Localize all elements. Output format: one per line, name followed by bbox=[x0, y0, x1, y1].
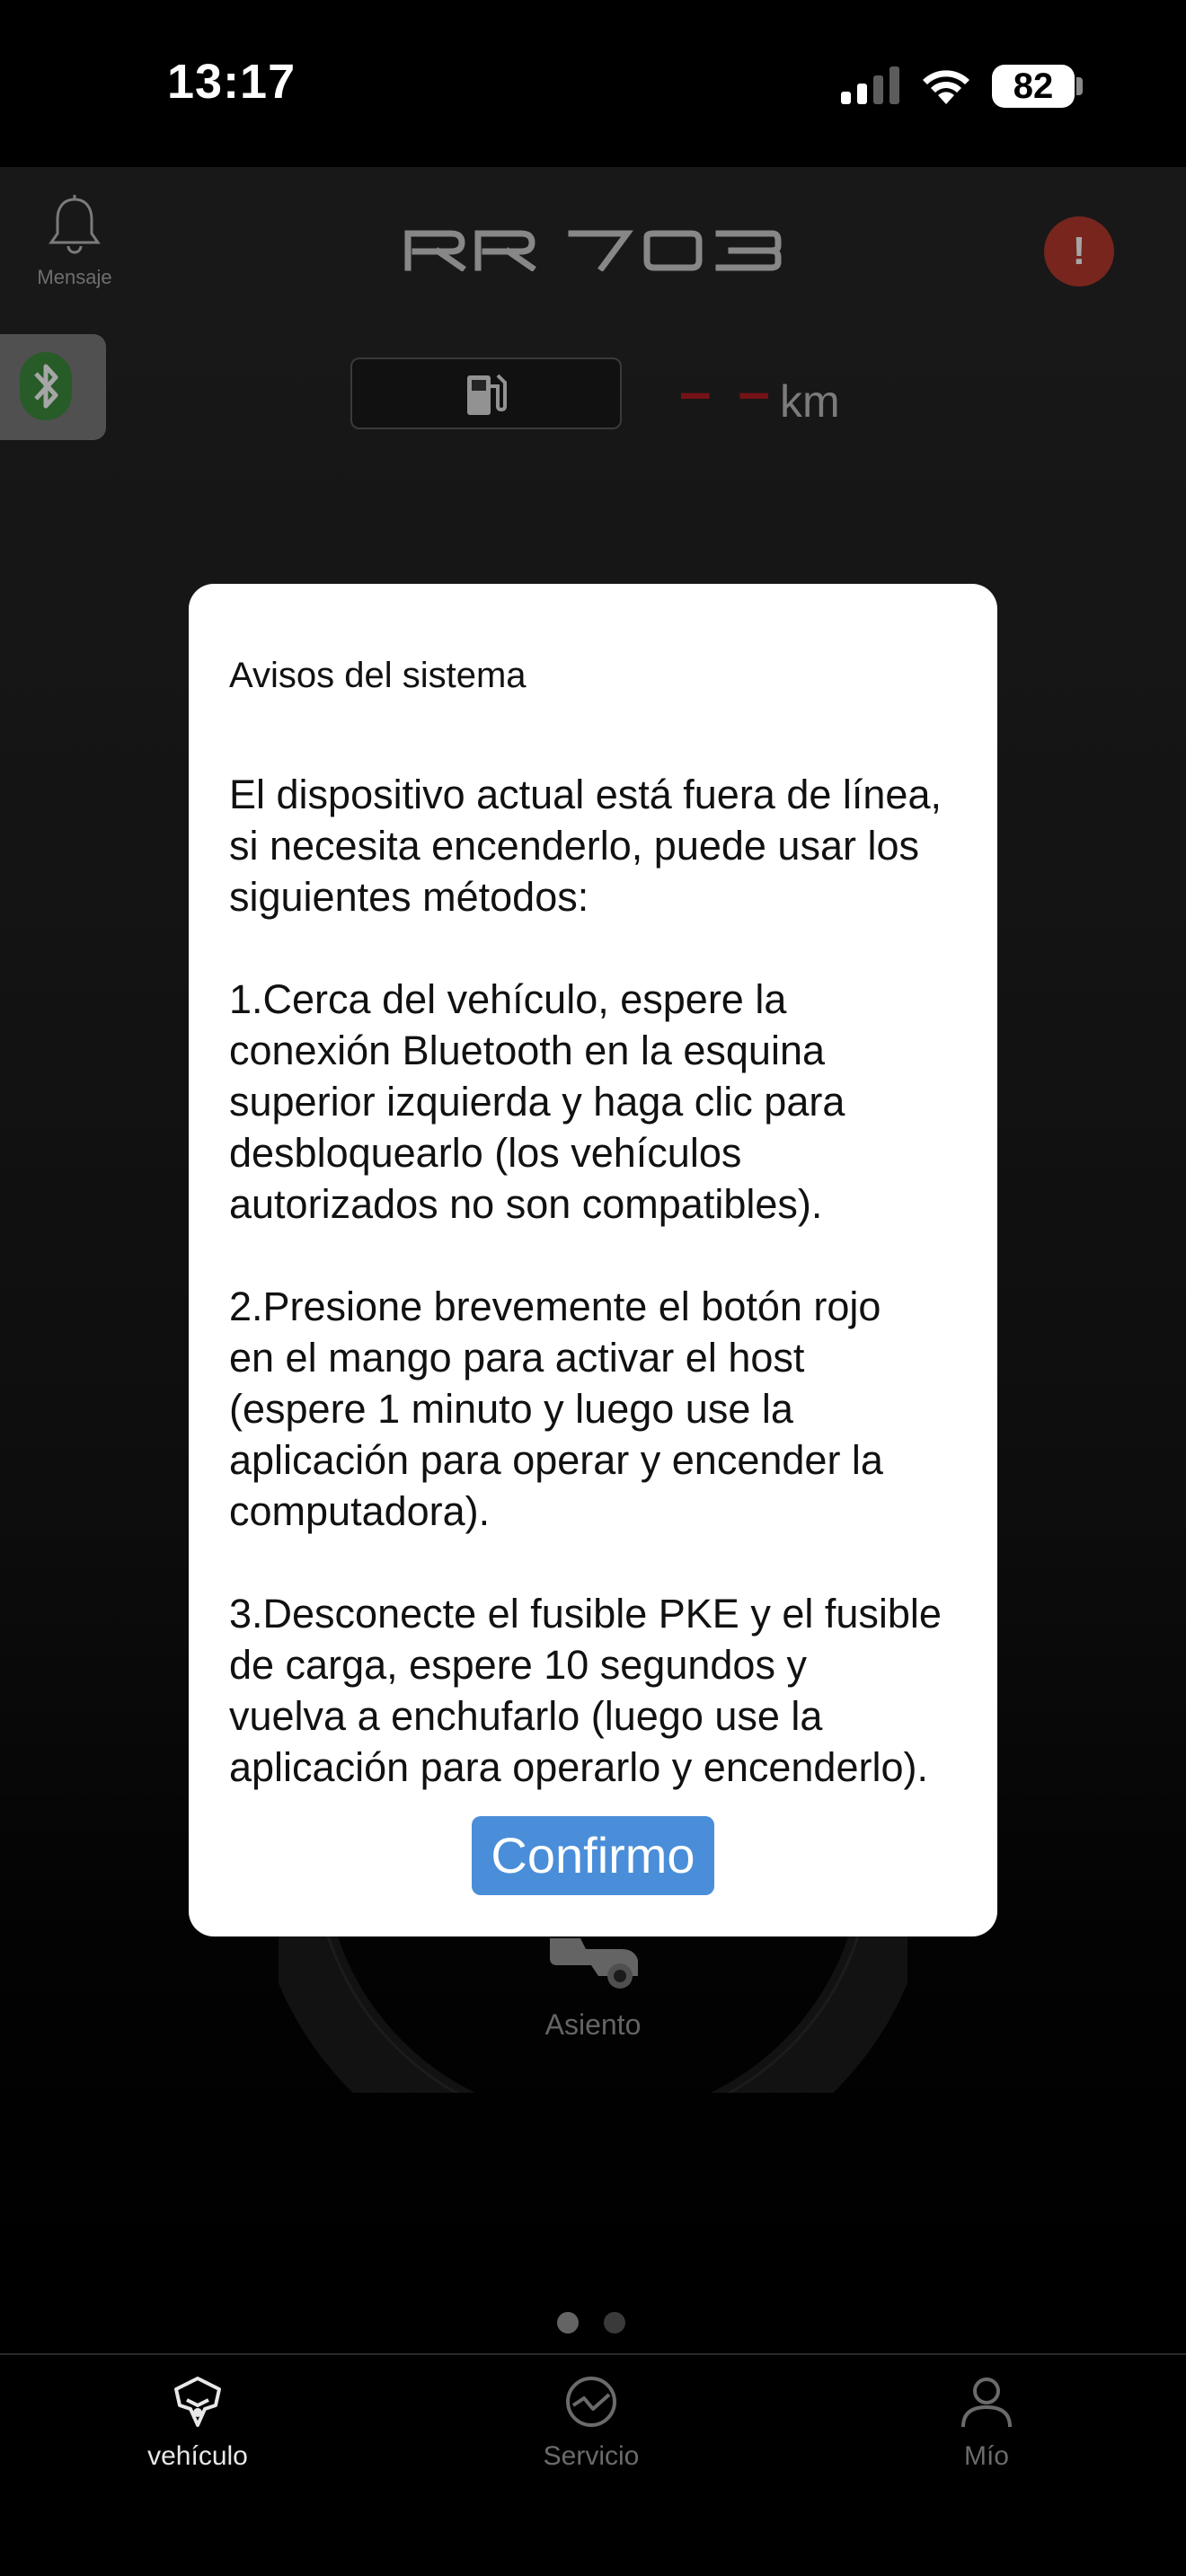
message-label: Mensaje bbox=[37, 266, 112, 288]
tab-mine-label: Mío bbox=[963, 2441, 1009, 2471]
tab-mine[interactable] bbox=[852, 2373, 1121, 2472]
dialog-body bbox=[229, 769, 975, 1793]
dialog-intro: El dispositivo actual está fuera de línea, si necesita encenderlo, puede usar los siguientes métodos: bbox=[229, 772, 942, 920]
tab-vehicle[interactable] bbox=[63, 2373, 332, 2472]
wifi-icon bbox=[920, 63, 972, 106]
tab-service-label: Servicio bbox=[543, 2441, 640, 2471]
system-notice-dialog bbox=[189, 584, 997, 1936]
range-value: – – bbox=[679, 359, 775, 424]
battery-tip bbox=[1076, 77, 1083, 95]
tab-service[interactable] bbox=[456, 2373, 726, 2472]
alert-button[interactable]: ! bbox=[1044, 216, 1114, 287]
vehicle-icon bbox=[169, 2373, 226, 2430]
dialog-method-2: 2.Presione brevemente el botón rojo en el mango para activar el host (espere 1 minuto y luego use la aplicación para operar y encender la computadora). bbox=[229, 1284, 883, 1534]
dialog-title: Avisos del sistema bbox=[229, 656, 527, 695]
tab-vehicle-label: vehículo bbox=[147, 2441, 248, 2471]
range-unit: km bbox=[780, 376, 840, 427]
dialog-method-3: 3.Desconecte el fusible PKE y el fusible de carga, espere 10 segundos y vuelva a enchufarlo (luego use la aplicación para operarlo y encenderlo). bbox=[229, 1591, 942, 1790]
battery-icon: 82 bbox=[992, 65, 1075, 108]
person-icon bbox=[958, 2373, 1015, 2430]
confirm-button[interactable]: Confirmo bbox=[472, 1816, 714, 1895]
tab-bar bbox=[0, 2353, 1186, 2576]
status-bar bbox=[0, 0, 1186, 167]
seat-label[interactable]: Asiento bbox=[544, 2008, 642, 2041]
signal-icon bbox=[839, 66, 902, 104]
service-icon bbox=[562, 2373, 620, 2430]
dialog-method-1: 1.Cerca del vehículo, espere la conexión Bluetooth en la esquina superior izquierda y haga clic para desbloquearlo (los vehículos autorizados no son compatibles). bbox=[229, 976, 845, 1227]
status-time: 13:17 bbox=[167, 55, 296, 109]
